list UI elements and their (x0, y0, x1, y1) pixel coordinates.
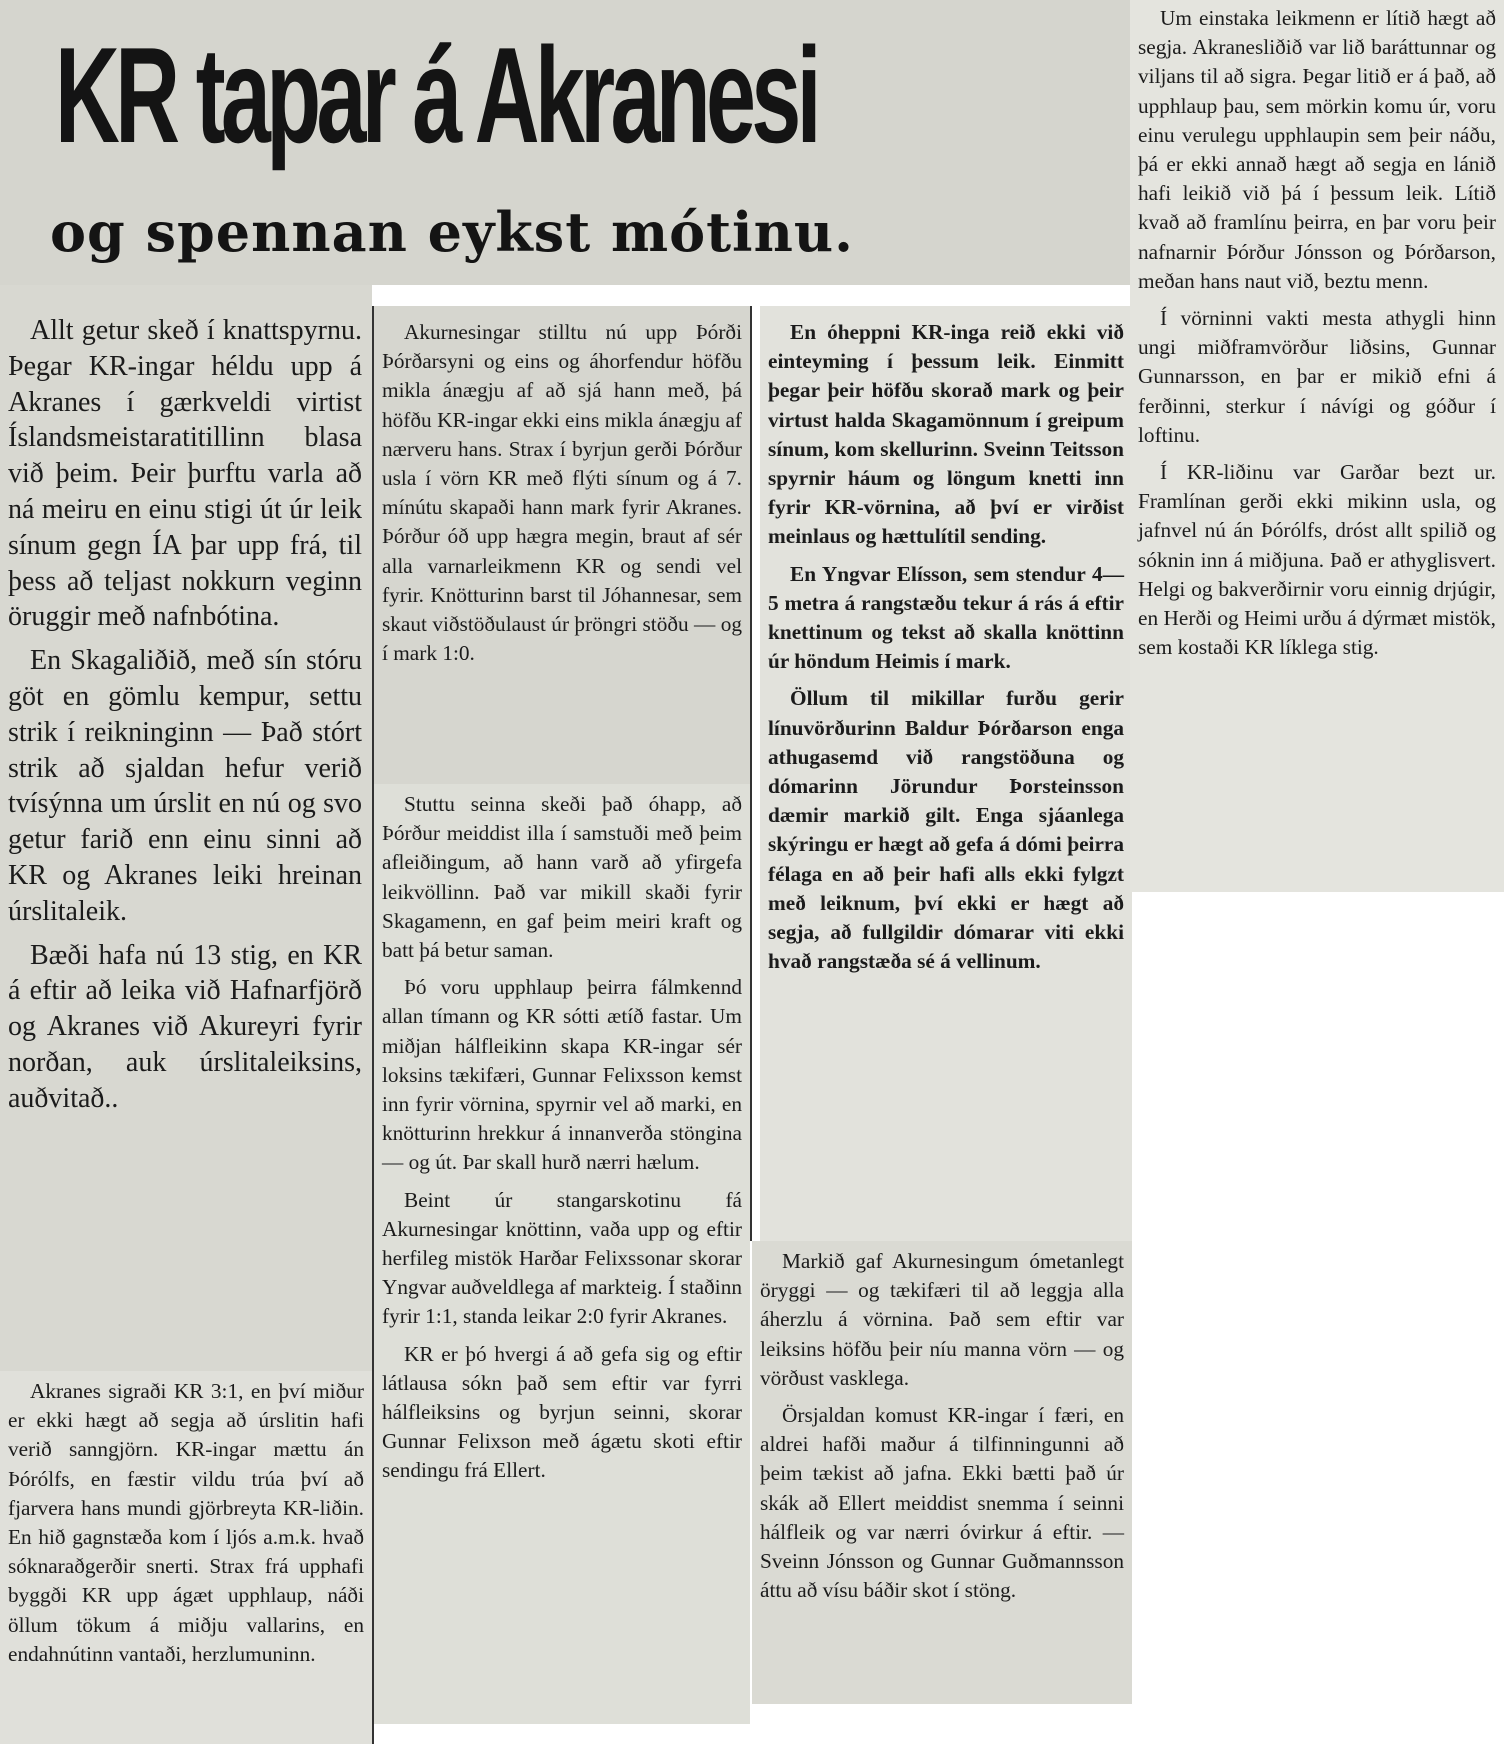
col1-body-paragraph: Akranes sigraði KR 3:1, en því miður er ekki hægt að segja að úrslitin hafi verið sanngjörn. KR-ingar mættu án Þórólfs, en fæstir vildu trúa því að fjarvera hans mundi gjörbreyta KR-liðin. En hið gagnstæða kom í ljós a.m.k. hvað sóknaraðgerðir snerti. Strax frá upphafi byggði KR upp ágæt upphlaup, náði öllum tökum á miðju vallarins, en endahnútinn vantaði, herzlumuninn. (8, 1379, 364, 1666)
col2-paragraph: Stuttu seinna skeði það óhapp, að Þórður meiddist illa í samstuði með þeim afleiðingum, að hann varð að yfirgefa leikvöllinn. Það var mikill skaði fyrir Skagamenn, en gaf þeim meiri kraft og batt þá betur saman. (382, 792, 742, 963)
col3-regular-text (760, 1247, 1124, 1605)
headline-clipping (0, 0, 1130, 285)
col2-paragraph: Akurnesingar stilltu nú upp Þórði Þórðarsyni og eins og áhorfendur höfðu mikla ánægju af að sjá hann með, þá höfðu KR-ingar ekki eins mikla ánægju af nærveru hans. Strax í byrjun gerði Þórður usla í vörn KR með flýti sínum og á 7. mínútu skapaði hann mark fyrir Akranes. Þórður óð upp hægra megin, braut af sér alla varnarleikmenn KR og sendi vel fyrir. Knötturinn barst til Jóhannesar, sem skaut viðstöðulaust úr þröngri stöðu — og í mark 1:0. (382, 320, 742, 666)
col3-paragraph: Örsjaldan komust KR-ingar í færi, en aldrei hafði maður á tilfinningunni að þeim tækist að jafna. Ekki bætti það úr skák að Ellert meiddist snemma í seinni hálfleik og var nærri óvirkur á eftir. — Sveinn Jónsson og Gunnar Guðmannsson áttu að vísu báðir skot í stöng. (760, 1403, 1124, 1603)
col2-bottom-clipping (374, 784, 750, 1724)
col3-bold-paragraph: En óheppni KR-inga reið ekki við einteyming í þessum leik. Einmitt þegar þeir höfðu skorað mark og þeir virtust halda Skagamönnum í greipum sínum, kom skellurinn. Sveinn Teitsson spyrnir háum og löngum knetti inn fyrir KR-vörnina, að því er virðist meinlaus og hættulítil sending. (768, 320, 1124, 549)
col2-paragraph: KR er þó hvergi á að gefa sig og eftir látlausa sókn það sem eftir var fyrri hálfleiksins og byrjun seinni, skorar Gunnar Felixson með ágætu skoti eftir sendingu frá Ellert. (382, 1341, 742, 1483)
col1-lede-text (8, 313, 362, 1117)
column-rule (372, 306, 374, 1744)
col3-bold-text (768, 318, 1124, 976)
col1-lede-clipping (0, 285, 372, 1371)
col1-lede-paragraph: Bæði hafa nú 13 stig, en KR á eftir að leika við Hafnarfjörð og Akranes við Akureyri fyrir norðan, auk úrslitaleiksins, auðvitað.. (8, 939, 362, 1114)
col2-paragraph: Beint úr stangarskotinu fá Akurnesingar knöttinn, vaða upp og eftir herfileg mistök Harðar Felixssonar skorar Yngvar auðveldlega af markteig. Í staðinn fyrir 1:1, standa leikar 2:0 fyrir Akranes. (382, 1187, 742, 1329)
column-rule (750, 306, 752, 1241)
col4-paragraph: Í vörninni vakti mesta athygli hinn ungi miðframvörður liðsins, Gunnar Gunnarsson, en þar er mikið efni á ferðinni, sterkur í návígi og góður í loftinu. (1138, 306, 1496, 447)
col3-bold-clipping (760, 306, 1132, 1241)
col4-clipping (1130, 0, 1504, 892)
col1-lede-paragraph: Allt getur skeð í knattspyrnu. Þegar KR-ingar héldu upp á Akranes í gærkveldi virtist Íslandsmeistaratitillinn blasa við þeim. Þeir þurftu varla að ná meiru en einu stigi út úr leik sínum gegn ÍA þar upp frá, til þess að teljast nokkurn veginn öruggir með nafnbótina. (8, 315, 362, 633)
col1-lede-paragraph: En Skagaliðið, með sín stóru göt en gömlu kempur, settu strik í reikninginn — Það stórt strik að sjaldan hefur verið tvísýnna um úrslit en nú og svo getur farið enn einu sinni að KR og Akranes leiki hreinan úrslitaleik. (8, 645, 362, 927)
col2-bottom-text (382, 790, 742, 1486)
col3-paragraph: Markið gaf Akurnesingum ómetanlegt öryggi — og tækifæri til að leggja alla áherzlu á vörnina. Það sem eftir var leiksins höfðu þeir níu manna vörn — og vörðust vasklega. (760, 1249, 1124, 1390)
col2-top-clipping (374, 306, 750, 784)
col3-bold-paragraph: En Yngvar Elísson, sem stendur 4—5 metra á rangstæðu tekur á rás á eftir knettinum og tekst að skalla knöttinn úr höndum Heimis í mark. (768, 561, 1124, 674)
col3-regular-clipping (752, 1241, 1132, 1704)
col2-paragraph: Þó voru upphlaup þeirra fálmkennd allan tímann og KR sótti ætíð fastar. Um miðjan hálfleikinn skapa KR-ingar sér loksins tækifæri, Gunnar Felixsson kemst inn fyrir vörnina, spyrnir vel að marki, en knötturinn hrekkur á innanverða stöngina — og út. Þar skall hurð nærri hælum. (382, 975, 742, 1175)
col2-top-text (382, 318, 742, 668)
col1-body-clipping (0, 1371, 372, 1744)
col4-paragraph: Um einstaka leikmenn er lítið hægt að segja. Akranesliðið var lið baráttunnar og viljans til að sigra. Þegar litið er á það, að upphlaup þau, sem mörkin komu úr, voru einu verulegu upphlaupin sem þeir náðu, þá er ekki annað hægt að segja en lánið hafi leikið við þá í þessum leik. Lítið kvað að framlínu þeirra, en þar voru þeir nafnarnir Þórður Jónsson og Þórðarson, meðan hans naut við, beztu menn. (1138, 6, 1496, 293)
col3-bold-paragraph: Öllum til mikillar furðu gerir línuvörðurinn Baldur Þórðarson enga athugasemd við rangstöðuna og dómarinn Jörundur Þorsteinsson dæmir markið gilt. Enga sjáanlega skýringu er hægt að gefa á dómi þeirra félaga en að þeir hafi alls ekki fylgzt með leiknum, því ekki er hægt að segja, að fullgildir dómarar viti ekki hvað rangstæða sé á vellinum. (768, 686, 1124, 974)
headline-sub: og spennan eykst mótinu. (50, 200, 854, 264)
headline-main: KR tapar á Akranesi (55, 19, 817, 171)
col1-body-text (8, 1377, 364, 1669)
col4-text (1138, 4, 1496, 662)
col4-paragraph: Í KR-liðinu var Garðar bezt ur. Framlínan gerði ekki mikinn usla, og jafnvel nú án Þórólfs, dróst allt spilið og sóknin inn á miðjuna. Það er athyglisvert. Helgi og bakverðirnir voru einnig drjúgir, en Herði og Heimi urðu á dýrmæt mistök, sem kostaði KR líklega stig. (1138, 460, 1496, 660)
